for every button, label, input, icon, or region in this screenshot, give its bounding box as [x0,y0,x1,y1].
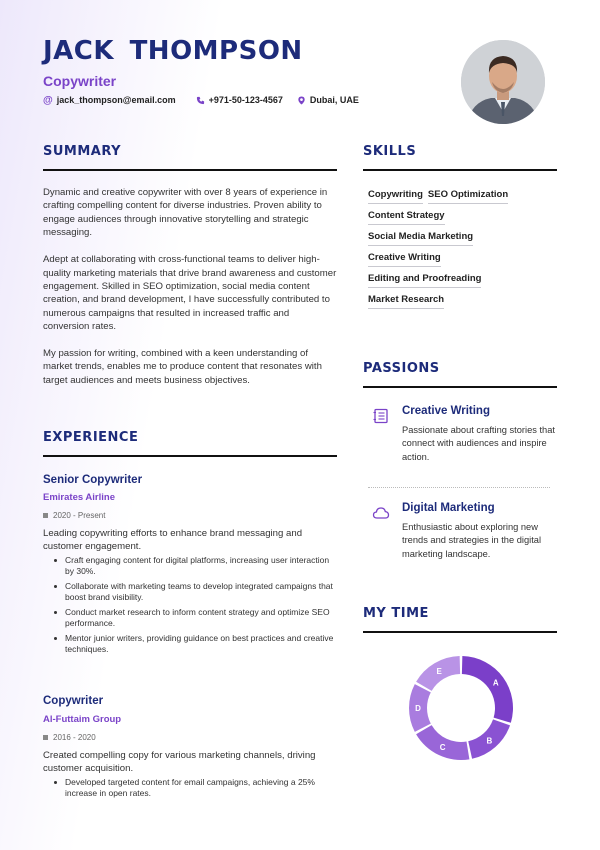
summary-paragraph: Dynamic and creative copywriter with over 8 years of experience in crafting compelling content for diverse industries. Proven ability to engage audiences through innovative storytelling and strategic messaging. [43,187,328,239]
contact-email[interactable] [43,95,176,105]
donut-label-d: D [415,704,421,713]
phone-icon [196,96,205,105]
job-description: Created compelling copy for various marketing channels, driving customer acquisition. [43,750,316,774]
location-pin-icon [297,96,306,105]
skill-tag: Market Research [368,294,444,309]
passion-divider [368,487,550,488]
skill-row [368,294,558,309]
summary-text [43,186,338,401]
skill-tag: Social Media Marketing [368,231,473,246]
job-bullet: Developed targeted content for email campaigns, achieving a 25% increase in open rates. [54,777,339,799]
skill-tag: Editing and Proofreading [368,273,481,288]
my-time-rule [363,631,557,633]
skills-list [368,189,558,315]
job-company: Emirates Airline [43,492,115,503]
skills-rule [363,169,557,171]
donut-segment-a [462,656,513,723]
passions-rule [363,386,557,388]
experience-heading: EXPERIENCE [43,430,139,445]
email-text: jack_thompson@email.com [56,95,176,105]
job-dates-text: 2016 - 2020 [53,733,96,742]
at-icon: @ [43,94,53,106]
job-bullet: Conduct market research to inform content strategy and optimize SEO performance. [54,607,339,629]
contact-location [297,95,359,105]
skill-row [368,273,558,288]
job-description: Leading copywriting efforts to enhance brand messaging and customer engagement. [43,528,303,552]
phone-text: +971-50-123-4567 [208,95,283,105]
job-title: Copywriter [43,695,104,707]
location-text: Dubai, UAE [309,95,359,105]
skill-tag: Creative Writing [368,252,441,267]
portrait-image [461,40,545,124]
candidate-role: Copywriter [43,73,117,89]
donut-label-a: A [492,678,499,688]
job-dates [43,733,96,742]
skill-row [368,231,558,246]
my-time-heading: MY TIME [363,606,429,621]
summary-paragraph: My passion for writing, combined with a keen understanding of market trends, enables me to produce content that resonates with target audiences and meets business objectives. [43,348,322,386]
candidate-name: JACK THOMPSON [43,36,303,66]
skill-row [368,189,558,204]
job-dates-text: 2020 - Present [53,511,106,520]
calendar-icon [43,735,48,740]
notebook-icon [372,408,390,424]
skill-row [368,210,558,225]
skill-tag: Copywriting [368,189,423,204]
donut-label-e: E [436,666,442,676]
job-bullet: Mentor junior writers, providing guidance on best practices and creative techniques. [54,633,339,655]
calendar-icon [43,513,48,518]
passions-heading: PASSIONS [363,361,440,376]
job-company: Al-Futtaim Group [43,714,122,725]
summary-paragraph: Adept at collaborating with cross-functional teams to deliver high-quality marketing materials that drive brand awareness and customer engagement. Skilled in SEO optimization, social media content creation, and brand development, I have successfully contributed to numerous campaigns that resulted in increased traffic and conversion rates. [43,254,337,333]
passion-title: Digital Marketing [402,502,495,514]
passion-title: Creative Writing [402,405,490,417]
skill-row [368,252,558,267]
passion-description: Passionate about crafting stories that connect with audiences and inspire action. [402,425,555,462]
job-dates [43,511,105,520]
summary-heading: SUMMARY [43,144,122,159]
cloud-icon [372,505,390,521]
skill-tag: SEO Optimization [428,189,508,204]
profile-photo [461,40,545,124]
donut-label-b: B [486,736,493,746]
job-bullets [54,555,339,659]
time-donut-chart [405,652,517,764]
job-bullet: Collaborate with marketing teams to develop integrated campaigns that boost brand visibility. [54,581,339,603]
skills-heading: SKILLS [363,144,417,159]
job-bullet: Craft engaging content for digital platforms, increasing user interaction by 30%. [54,555,339,577]
contact-bar [43,95,359,105]
job-bullets [54,777,339,803]
donut-label-c: C [439,742,446,752]
job-title: Senior Copywriter [43,474,143,486]
summary-rule [43,169,337,171]
experience-rule [43,455,337,457]
contact-phone[interactable] [196,95,283,105]
skill-tag: Content Strategy [368,210,445,225]
passion-description: Enthusiastic about exploring new trends and strategies in the digital marketing landscape. [402,522,542,559]
